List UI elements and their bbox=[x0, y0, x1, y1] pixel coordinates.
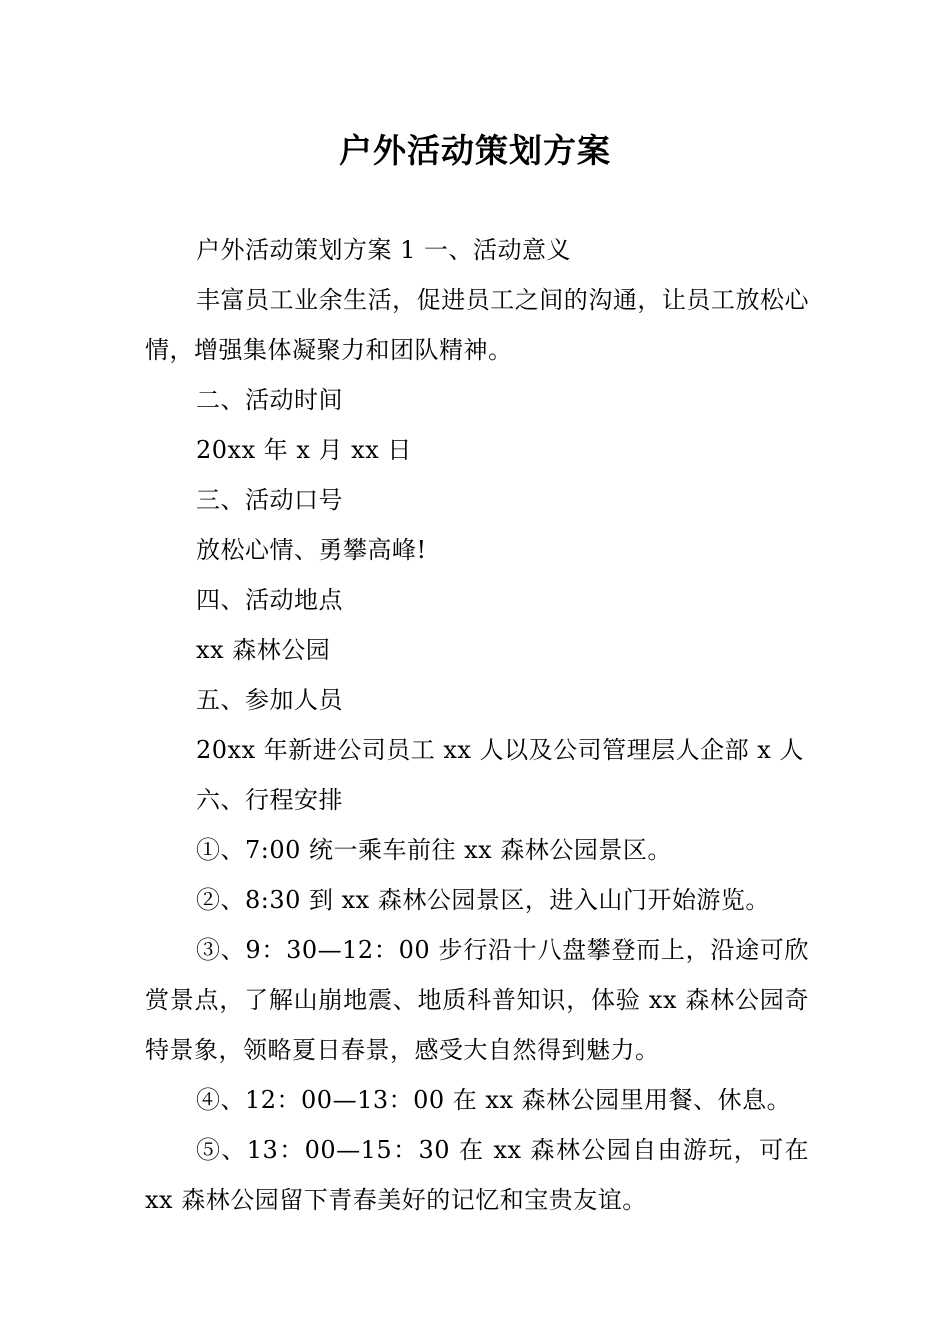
document-title: 户外活动策划方案 bbox=[339, 131, 611, 170]
document-body bbox=[145, 225, 809, 1225]
paragraph-participants: 20xx 年新进公司员工 xx 人以及公司管理层人企部 x 人 bbox=[196, 736, 804, 764]
paragraph-schedule-item-1: ①、7:00 统一乘车前往 xx 森林公园景区。 bbox=[196, 836, 672, 864]
paragraph-schedule-item-5: ⑤、13：00—15：30 在 xx 森林公园自由游玩，可在 xx 森林公园留下青春美好的记忆和宝贵友谊。 bbox=[145, 1136, 809, 1214]
paragraph-schedule-item-4: ④、12：00—13：00 在 xx 森林公园里用餐、休息。 bbox=[196, 1086, 792, 1114]
paragraph-schedule-item-2: ②、8:30 到 xx 森林公园景区，进入山门开始游览。 bbox=[196, 886, 770, 914]
paragraph-schedule-item-3: ③、9：30—12：00 步行沿十八盘攀登而上，沿途可欣赏景点，了解山崩地震、地质科普知识，体验 xx 森林公园奇特景象，领略夏日春景，感受大自然得到魅力。 bbox=[145, 936, 809, 1064]
paragraph-schedule-heading: 六、行程安排 bbox=[196, 786, 343, 814]
paragraph-activity-meaning: 丰富员工业余生活，促进员工之间的沟通，让员工放松心情，增强集体凝聚力和团队精神。 bbox=[145, 286, 809, 364]
paragraph-activity-meaning-heading: 户外活动策划方案 1 一、活动意义 bbox=[196, 236, 572, 264]
paragraph-activity-time-heading: 二、活动时间 bbox=[196, 386, 343, 414]
paragraph-activity-date: 20xx 年 x 月 xx 日 bbox=[196, 436, 412, 464]
paragraph-activity-location: xx 森林公园 bbox=[196, 636, 331, 664]
paragraph-activity-slogan-heading: 三、活动口号 bbox=[196, 486, 343, 514]
paragraph-participants-heading: 五、参加人员 bbox=[196, 686, 343, 714]
paragraph-activity-slogan: 放松心情、勇攀高峰! bbox=[196, 536, 427, 564]
paragraph-activity-location-heading: 四、活动地点 bbox=[196, 586, 343, 614]
